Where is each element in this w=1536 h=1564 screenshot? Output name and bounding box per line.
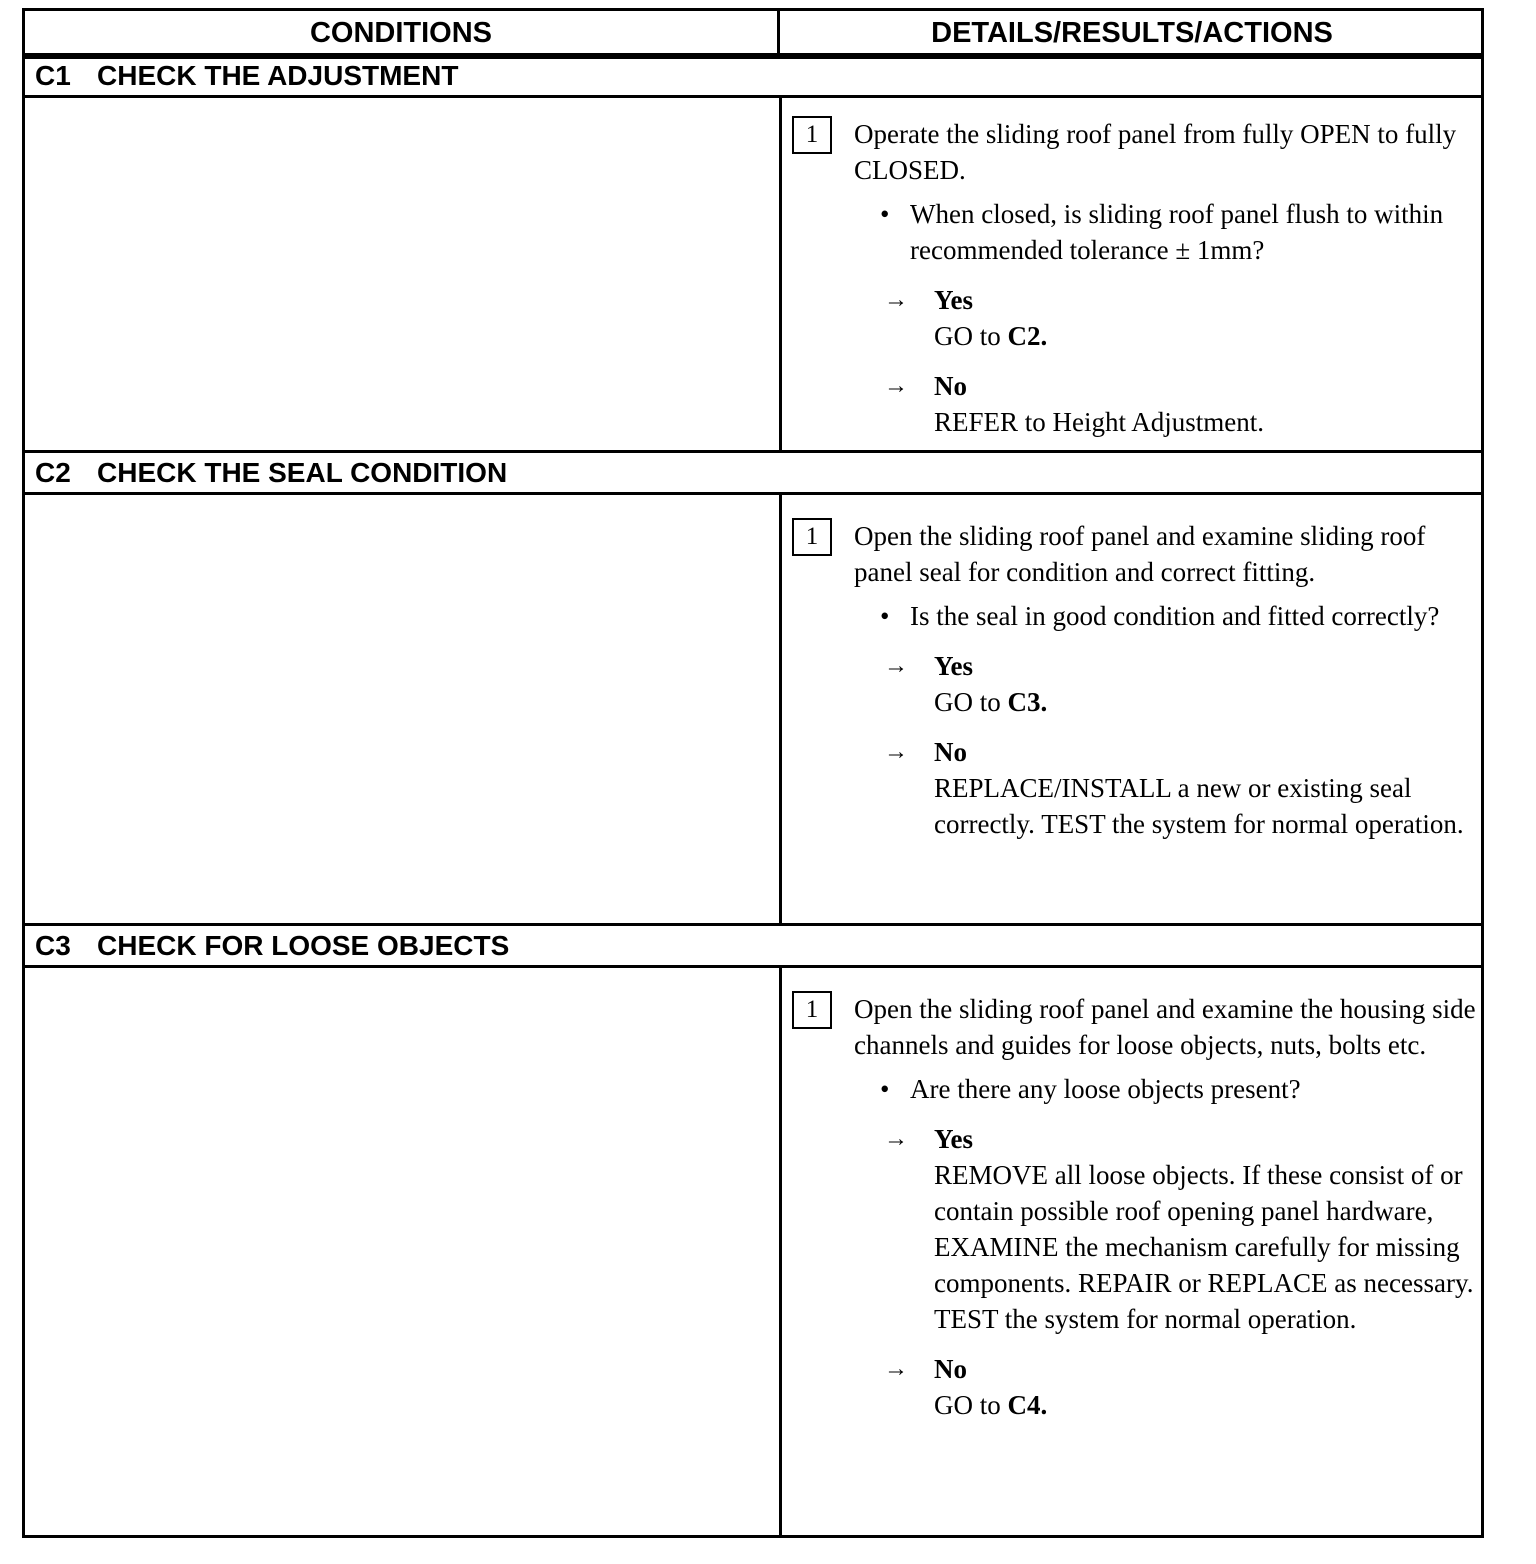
action-text: GO to C3. bbox=[934, 687, 1048, 717]
answer-label: Yes bbox=[934, 285, 973, 315]
question-text: When closed, is sliding roof panel flush to within recommended tolerance ± 1mm? bbox=[910, 199, 1444, 265]
step-number-box: 1 bbox=[792, 116, 832, 154]
section-code: C2 bbox=[35, 457, 71, 488]
step-text: Open the sliding roof panel and examine the housing side channels and guides for loose objects, nuts, bolts etc. bbox=[854, 994, 1476, 1060]
action-text: GO to C4. bbox=[934, 1390, 1048, 1420]
goto-target: C3. bbox=[1007, 687, 1048, 717]
outcome-yes bbox=[792, 648, 1482, 720]
column-divider bbox=[779, 98, 782, 453]
outcome-no bbox=[792, 368, 1482, 440]
answer-label: No bbox=[934, 371, 967, 401]
arrow-right-icon: → bbox=[884, 739, 908, 765]
goto-target: C2. bbox=[1007, 321, 1048, 351]
answer-label: No bbox=[934, 1354, 967, 1384]
section-code: C1 bbox=[35, 60, 71, 91]
section-details-c1 bbox=[792, 116, 1482, 440]
conditions-header: CONDITIONS bbox=[25, 11, 780, 56]
step-number-box: 1 bbox=[792, 518, 832, 556]
arrow-right-icon: → bbox=[884, 287, 908, 313]
step bbox=[792, 518, 1482, 590]
section-title-text: CHECK FOR LOOSE OBJECTS bbox=[97, 930, 510, 961]
outcome-no bbox=[792, 1351, 1482, 1423]
action-text: REPLACE/INSTALL a new or existing seal correctly. TEST the system for normal operation. bbox=[934, 773, 1464, 839]
bullet-icon: • bbox=[880, 601, 890, 631]
table-header bbox=[25, 11, 1481, 59]
action-text: REMOVE all loose objects. If these consist of or contain possible roof opening panel hardware, EXAMINE the mechanism carefully for missing components. REPAIR or REPLACE as necessary. TEST the system for normal operation. bbox=[934, 1160, 1474, 1334]
section-title-c1 bbox=[25, 53, 1481, 98]
question-text: Are there any loose objects present? bbox=[910, 1074, 1301, 1104]
section-code: C3 bbox=[35, 930, 71, 961]
goto-target: C4. bbox=[1007, 1390, 1048, 1420]
arrow-right-icon: → bbox=[884, 653, 908, 679]
bullet-icon: • bbox=[880, 199, 890, 229]
section-details-c2 bbox=[792, 518, 1482, 842]
step-text: Open the sliding roof panel and examine sliding roof panel seal for condition and correct fitting. bbox=[854, 521, 1426, 587]
section-title-text: CHECK THE SEAL CONDITION bbox=[97, 457, 508, 488]
section-title-c3 bbox=[25, 923, 1481, 968]
arrow-right-icon: → bbox=[884, 1126, 908, 1152]
step bbox=[792, 116, 1482, 188]
question bbox=[792, 196, 1482, 268]
arrow-right-icon: → bbox=[884, 1356, 908, 1382]
section-details-c3 bbox=[792, 991, 1482, 1423]
question bbox=[792, 598, 1482, 634]
bullet-icon: • bbox=[880, 1074, 890, 1104]
answer-label: Yes bbox=[934, 1124, 973, 1154]
column-divider bbox=[779, 495, 782, 925]
arrow-right-icon: → bbox=[884, 373, 908, 399]
question-text: Is the seal in good condition and fitted correctly? bbox=[910, 601, 1440, 631]
answer-label: No bbox=[934, 737, 967, 767]
step bbox=[792, 991, 1482, 1063]
question bbox=[792, 1071, 1482, 1107]
diagnostic-table bbox=[22, 8, 1484, 1538]
section-title-text: CHECK THE ADJUSTMENT bbox=[97, 60, 459, 91]
action-text: GO to C2. bbox=[934, 321, 1048, 351]
answer-label: Yes bbox=[934, 651, 973, 681]
action-text: REFER to Height Adjustment. bbox=[934, 407, 1265, 437]
column-divider bbox=[779, 968, 782, 1538]
outcome-no bbox=[792, 734, 1482, 842]
outcome-yes bbox=[792, 1121, 1482, 1337]
step-text: Operate the sliding roof panel from fully OPEN to fully CLOSED. bbox=[854, 119, 1457, 185]
step-number-box: 1 bbox=[792, 991, 832, 1029]
outcome-yes bbox=[792, 282, 1482, 354]
details-header: DETAILS/RESULTS/ACTIONS bbox=[931, 17, 1333, 49]
section-title-c2 bbox=[25, 450, 1481, 495]
